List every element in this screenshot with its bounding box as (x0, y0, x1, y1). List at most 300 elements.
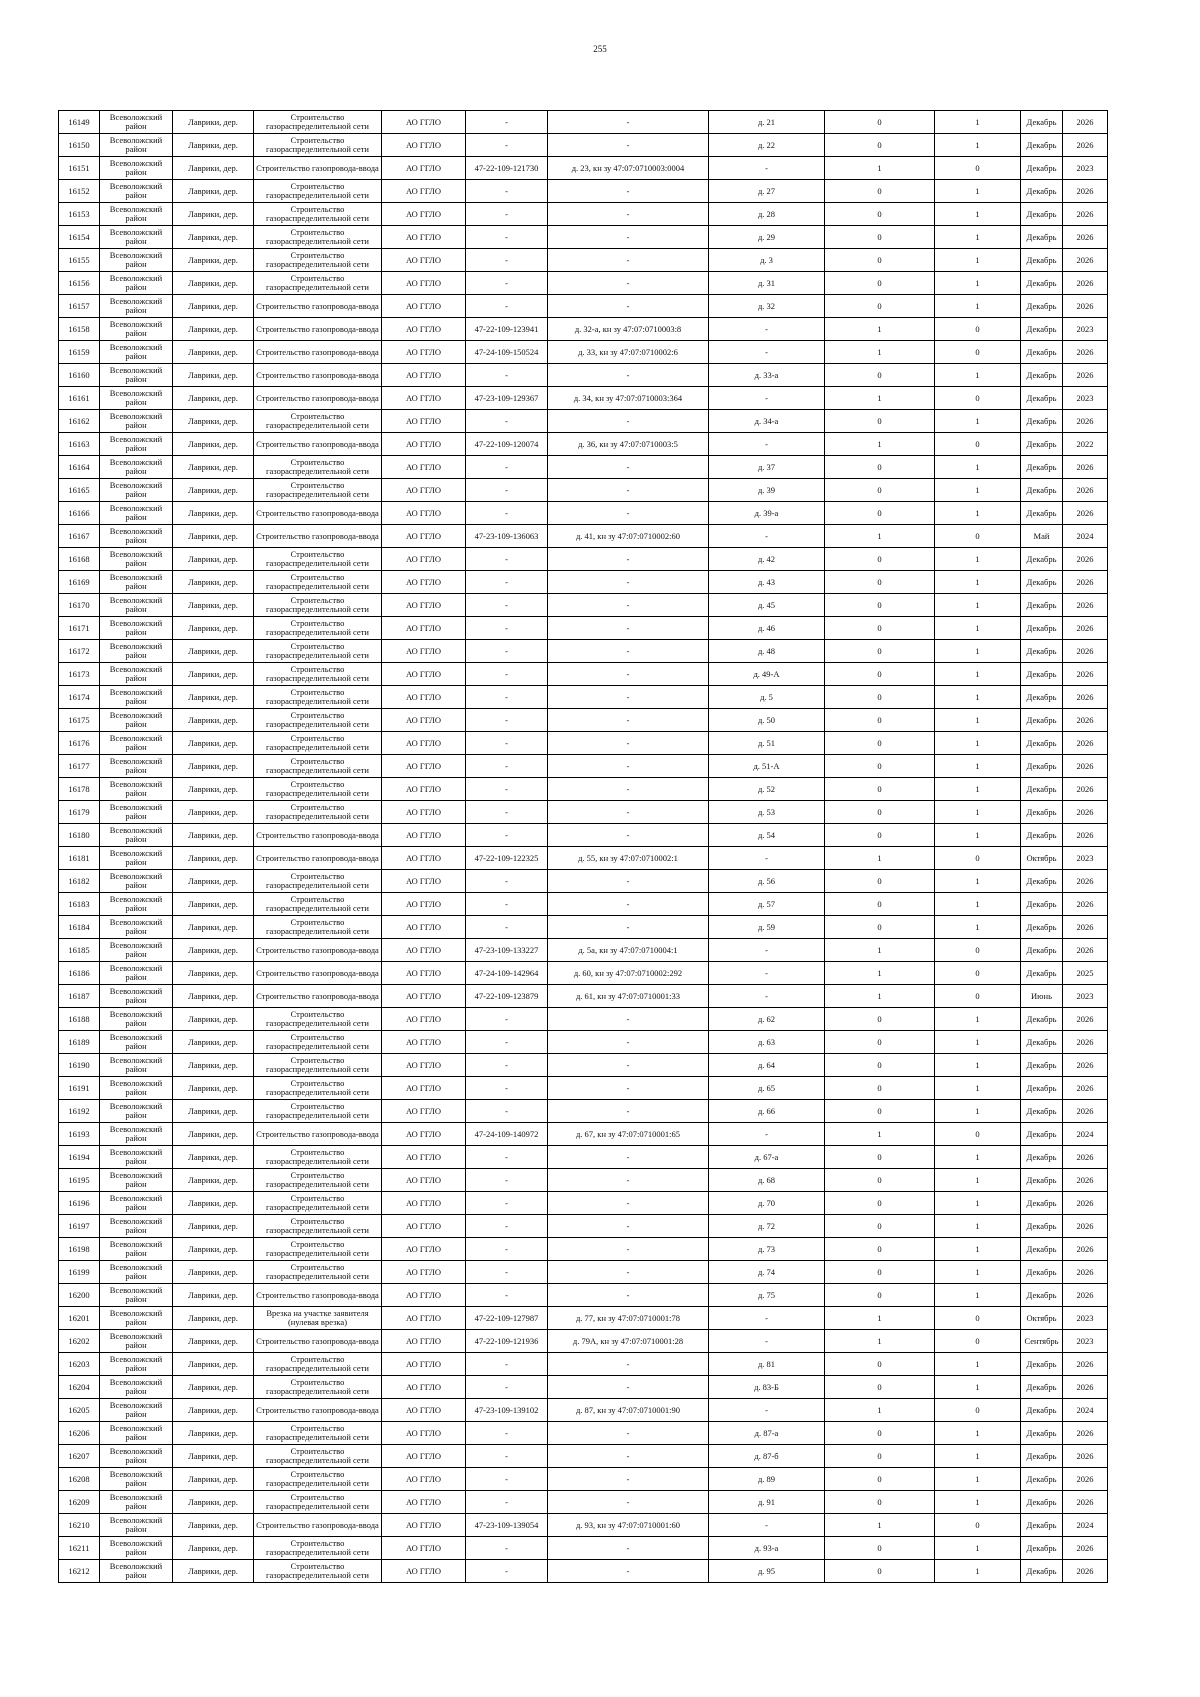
cell-cadastral-address: - (548, 778, 709, 801)
cell-application-number: - (466, 1537, 548, 1560)
cell-network-flag: 1 (935, 272, 1021, 295)
cell-settlement: Лаврики, дер. (173, 801, 254, 824)
cell-organization: АО ГГЛО (382, 1054, 466, 1077)
cell-settlement: Лаврики, дер. (173, 548, 254, 571)
cell-application-number: - (466, 1169, 548, 1192)
cell-work-type: Строительство газораспределительной сети (254, 1146, 382, 1169)
cell-application-number: - (466, 1468, 548, 1491)
cell-organization: АО ГГЛО (382, 502, 466, 525)
cell-application-number: 47-24-109-142964 (466, 962, 548, 985)
cell-house-number: д. 42 (709, 548, 825, 571)
cell-work-type: Строительство газораспределительной сети (254, 1215, 382, 1238)
cell-district: Всеволожский район (100, 1284, 173, 1307)
cell-house-number: д. 95 (709, 1560, 825, 1583)
cell-work-type: Строительство газопровода-ввода (254, 985, 382, 1008)
cell-district: Всеволожский район (100, 893, 173, 916)
cell-connected-flag: 1 (825, 1307, 935, 1330)
cell-house-number: - (709, 433, 825, 456)
cell-network-flag: 0 (935, 525, 1021, 548)
cell-settlement: Лаврики, дер. (173, 1054, 254, 1077)
cell-application-number: 47-24-109-140972 (466, 1123, 548, 1146)
cell-connected-flag: 0 (825, 663, 935, 686)
cell-year: 2026 (1063, 364, 1108, 387)
table-row (59, 111, 1108, 134)
cell-month: Декабрь (1021, 364, 1063, 387)
cell-row-number: 16212 (59, 1560, 100, 1583)
cell-month: Декабрь (1021, 134, 1063, 157)
table-row (59, 1238, 1108, 1261)
cell-connected-flag: 1 (825, 1330, 935, 1353)
cell-network-flag: 1 (935, 1560, 1021, 1583)
cell-row-number: 16161 (59, 387, 100, 410)
cell-settlement: Лаврики, дер. (173, 571, 254, 594)
cell-network-flag: 1 (935, 1100, 1021, 1123)
cell-application-number: 47-22-109-123879 (466, 985, 548, 1008)
cell-organization: АО ГГЛО (382, 709, 466, 732)
cell-network-flag: 0 (935, 341, 1021, 364)
cell-network-flag: 1 (935, 203, 1021, 226)
cell-organization: АО ГГЛО (382, 571, 466, 594)
cell-work-type: Строительство газопровода-ввода (254, 433, 382, 456)
cell-connected-flag: 0 (825, 870, 935, 893)
cell-settlement: Лаврики, дер. (173, 594, 254, 617)
cell-year: 2026 (1063, 1261, 1108, 1284)
cell-month: Декабрь (1021, 180, 1063, 203)
cell-row-number: 16187 (59, 985, 100, 1008)
cell-year: 2026 (1063, 916, 1108, 939)
cell-settlement: Лаврики, дер. (173, 939, 254, 962)
cell-work-type: Строительство газопровода-ввода (254, 962, 382, 985)
cell-row-number: 16197 (59, 1215, 100, 1238)
cell-district: Всеволожский район (100, 456, 173, 479)
cell-house-number: д. 87-б (709, 1445, 825, 1468)
cell-cadastral-address: д. 23, кн зу 47:07:0710003:0004 (548, 157, 709, 180)
cell-settlement: Лаврики, дер. (173, 755, 254, 778)
cell-network-flag: 0 (935, 847, 1021, 870)
cell-settlement: Лаврики, дер. (173, 479, 254, 502)
cell-cadastral-address: - (548, 456, 709, 479)
cell-settlement: Лаврики, дер. (173, 732, 254, 755)
cell-organization: АО ГГЛО (382, 226, 466, 249)
cell-organization: АО ГГЛО (382, 1399, 466, 1422)
cell-house-number: д. 68 (709, 1169, 825, 1192)
cell-row-number: 16200 (59, 1284, 100, 1307)
table-row (59, 1284, 1108, 1307)
cell-work-type: Строительство газораспределительной сети (254, 1100, 382, 1123)
cell-year: 2026 (1063, 1008, 1108, 1031)
cell-house-number: - (709, 1514, 825, 1537)
cell-month: Декабрь (1021, 1376, 1063, 1399)
cell-row-number: 16192 (59, 1100, 100, 1123)
cell-month: Декабрь (1021, 272, 1063, 295)
cell-work-type: Строительство газопровода-ввода (254, 1284, 382, 1307)
cell-house-number: - (709, 847, 825, 870)
cell-house-number: - (709, 157, 825, 180)
cell-network-flag: 1 (935, 1146, 1021, 1169)
cell-house-number: - (709, 939, 825, 962)
cell-row-number: 16170 (59, 594, 100, 617)
cell-settlement: Лаврики, дер. (173, 1307, 254, 1330)
cell-month: Декабрь (1021, 709, 1063, 732)
cell-house-number: д. 59 (709, 916, 825, 939)
cell-connected-flag: 0 (825, 1560, 935, 1583)
cell-year: 2026 (1063, 1077, 1108, 1100)
cell-year: 2026 (1063, 709, 1108, 732)
cell-settlement: Лаврики, дер. (173, 410, 254, 433)
cell-row-number: 16203 (59, 1353, 100, 1376)
cell-year: 2026 (1063, 1445, 1108, 1468)
cell-month: Декабрь (1021, 1537, 1063, 1560)
table-row (59, 433, 1108, 456)
cell-month: Декабрь (1021, 1123, 1063, 1146)
cell-network-flag: 1 (935, 548, 1021, 571)
table-row (59, 479, 1108, 502)
cell-cadastral-address: - (548, 226, 709, 249)
cell-cadastral-address: - (548, 824, 709, 847)
cell-settlement: Лаврики, дер. (173, 824, 254, 847)
cell-organization: АО ГГЛО (382, 341, 466, 364)
cell-application-number: - (466, 1008, 548, 1031)
cell-work-type: Строительство газораспределительной сети (254, 640, 382, 663)
cell-row-number: 16179 (59, 801, 100, 824)
cell-work-type: Строительство газораспределительной сети (254, 755, 382, 778)
cell-work-type: Строительство газораспределительной сети (254, 1353, 382, 1376)
cell-settlement: Лаврики, дер. (173, 272, 254, 295)
cell-settlement: Лаврики, дер. (173, 1445, 254, 1468)
cell-house-number: д. 33-а (709, 364, 825, 387)
cell-row-number: 16184 (59, 916, 100, 939)
cell-row-number: 16171 (59, 617, 100, 640)
cell-year: 2026 (1063, 341, 1108, 364)
table-row (59, 1146, 1108, 1169)
cell-organization: АО ГГЛО (382, 410, 466, 433)
cell-district: Всеволожский район (100, 387, 173, 410)
cell-settlement: Лаврики, дер. (173, 157, 254, 180)
cell-network-flag: 0 (935, 985, 1021, 1008)
cell-application-number: - (466, 1284, 548, 1307)
cell-work-type: Строительство газораспределительной сети (254, 686, 382, 709)
cell-connected-flag: 0 (825, 364, 935, 387)
cell-work-type: Строительство газопровода-ввода (254, 295, 382, 318)
cell-application-number: 47-23-109-139054 (466, 1514, 548, 1537)
cell-network-flag: 1 (935, 778, 1021, 801)
cell-row-number: 16166 (59, 502, 100, 525)
cell-connected-flag: 0 (825, 686, 935, 709)
cell-district: Всеволожский район (100, 1376, 173, 1399)
cell-network-flag: 1 (935, 663, 1021, 686)
cell-network-flag: 0 (935, 1330, 1021, 1353)
cell-month: Декабрь (1021, 939, 1063, 962)
cell-organization: АО ГГЛО (382, 594, 466, 617)
cell-settlement: Лаврики, дер. (173, 433, 254, 456)
cell-organization: АО ГГЛО (382, 778, 466, 801)
cell-work-type: Строительство газораспределительной сети (254, 410, 382, 433)
cell-year: 2026 (1063, 1031, 1108, 1054)
cell-district: Всеволожский район (100, 1169, 173, 1192)
table-row (59, 1468, 1108, 1491)
cell-organization: АО ГГЛО (382, 1261, 466, 1284)
cell-month: Декабрь (1021, 111, 1063, 134)
cell-year: 2026 (1063, 1169, 1108, 1192)
cell-house-number: - (709, 525, 825, 548)
cell-settlement: Лаврики, дер. (173, 1146, 254, 1169)
cell-settlement: Лаврики, дер. (173, 893, 254, 916)
cell-year: 2026 (1063, 939, 1108, 962)
cell-row-number: 16152 (59, 180, 100, 203)
cell-cadastral-address: - (548, 732, 709, 755)
cell-connected-flag: 1 (825, 1399, 935, 1422)
cell-cadastral-address: - (548, 640, 709, 663)
cell-organization: АО ГГЛО (382, 1445, 466, 1468)
cell-cadastral-address: - (548, 1422, 709, 1445)
table-row (59, 1169, 1108, 1192)
cell-settlement: Лаврики, дер. (173, 1123, 254, 1146)
cell-cadastral-address: - (548, 686, 709, 709)
cell-house-number: д. 70 (709, 1192, 825, 1215)
cell-work-type: Строительство газопровода-ввода (254, 341, 382, 364)
cell-district: Всеволожский район (100, 272, 173, 295)
cell-year: 2026 (1063, 663, 1108, 686)
cell-connected-flag: 1 (825, 962, 935, 985)
cell-cadastral-address: - (548, 180, 709, 203)
cell-cadastral-address: - (548, 1100, 709, 1123)
table-row (59, 456, 1108, 479)
table-row (59, 1192, 1108, 1215)
table-row (59, 1100, 1108, 1123)
cell-network-flag: 0 (935, 1399, 1021, 1422)
cell-connected-flag: 0 (825, 295, 935, 318)
cell-row-number: 16165 (59, 479, 100, 502)
cell-connected-flag: 0 (825, 755, 935, 778)
cell-row-number: 16195 (59, 1169, 100, 1192)
cell-month: Декабрь (1021, 433, 1063, 456)
cell-year: 2026 (1063, 617, 1108, 640)
table-row (59, 893, 1108, 916)
cell-month: Декабрь (1021, 1514, 1063, 1537)
cell-settlement: Лаврики, дер. (173, 1284, 254, 1307)
cell-cadastral-address: - (548, 709, 709, 732)
cell-network-flag: 1 (935, 1238, 1021, 1261)
cell-month: Декабрь (1021, 1054, 1063, 1077)
cell-year: 2026 (1063, 571, 1108, 594)
cell-row-number: 16156 (59, 272, 100, 295)
cell-application-number: - (466, 640, 548, 663)
cell-cadastral-address: - (548, 893, 709, 916)
cell-organization: АО ГГЛО (382, 1422, 466, 1445)
cell-work-type: Врезка на участке заявителя (нулевая врезка) (254, 1307, 382, 1330)
cell-work-type: Строительство газопровода-ввода (254, 364, 382, 387)
table-row (59, 1399, 1108, 1422)
cell-connected-flag: 0 (825, 1491, 935, 1514)
cell-year: 2026 (1063, 801, 1108, 824)
table-row (59, 1537, 1108, 1560)
cell-month: Декабрь (1021, 594, 1063, 617)
cell-connected-flag: 0 (825, 1376, 935, 1399)
cell-work-type: Строительство газораспределительной сети (254, 571, 382, 594)
cell-application-number: 47-23-109-139102 (466, 1399, 548, 1422)
cell-work-type: Строительство газораспределительной сети (254, 778, 382, 801)
cell-district: Всеволожский район (100, 594, 173, 617)
cell-work-type: Строительство газораспределительной сети (254, 226, 382, 249)
cell-connected-flag: 1 (825, 847, 935, 870)
cell-connected-flag: 0 (825, 134, 935, 157)
cell-work-type: Строительство газопровода-ввода (254, 1399, 382, 1422)
table-row (59, 157, 1108, 180)
cell-year: 2023 (1063, 387, 1108, 410)
cell-network-flag: 1 (935, 1468, 1021, 1491)
cell-network-flag: 0 (935, 157, 1021, 180)
cell-house-number: д. 74 (709, 1261, 825, 1284)
table-row (59, 640, 1108, 663)
cell-application-number: - (466, 686, 548, 709)
cell-work-type: Строительство газопровода-ввода (254, 387, 382, 410)
cell-row-number: 16189 (59, 1031, 100, 1054)
cell-district: Всеволожский район (100, 686, 173, 709)
cell-organization: АО ГГЛО (382, 1008, 466, 1031)
cell-network-flag: 0 (935, 1123, 1021, 1146)
cell-cadastral-address: - (548, 1238, 709, 1261)
cell-district: Всеволожский район (100, 617, 173, 640)
cell-settlement: Лаврики, дер. (173, 1537, 254, 1560)
cell-work-type: Строительство газораспределительной сети (254, 870, 382, 893)
cell-connected-flag: 1 (825, 1514, 935, 1537)
cell-work-type: Строительство газораспределительной сети (254, 801, 382, 824)
cell-organization: АО ГГЛО (382, 1307, 466, 1330)
cell-cadastral-address: - (548, 801, 709, 824)
cell-network-flag: 1 (935, 709, 1021, 732)
cell-cadastral-address: - (548, 617, 709, 640)
cell-application-number: - (466, 1146, 548, 1169)
cell-settlement: Лаврики, дер. (173, 180, 254, 203)
cell-settlement: Лаврики, дер. (173, 1031, 254, 1054)
cell-connected-flag: 0 (825, 1077, 935, 1100)
cell-settlement: Лаврики, дер. (173, 709, 254, 732)
cell-month: Декабрь (1021, 1353, 1063, 1376)
table-row (59, 1330, 1108, 1353)
cell-year: 2026 (1063, 111, 1108, 134)
cell-network-flag: 1 (935, 870, 1021, 893)
cell-month: Декабрь (1021, 341, 1063, 364)
cell-year: 2026 (1063, 1422, 1108, 1445)
cell-settlement: Лаврики, дер. (173, 387, 254, 410)
table-body (59, 111, 1108, 1583)
cell-district: Всеволожский район (100, 1192, 173, 1215)
cell-month: Декабрь (1021, 1422, 1063, 1445)
cell-year: 2026 (1063, 1192, 1108, 1215)
cell-district: Всеволожский район (100, 663, 173, 686)
cell-network-flag: 0 (935, 939, 1021, 962)
cell-organization: АО ГГЛО (382, 1031, 466, 1054)
cell-organization: АО ГГЛО (382, 272, 466, 295)
cell-connected-flag: 0 (825, 1353, 935, 1376)
cell-month: Декабрь (1021, 387, 1063, 410)
cell-application-number: - (466, 778, 548, 801)
cell-connected-flag: 0 (825, 893, 935, 916)
cell-network-flag: 1 (935, 502, 1021, 525)
cell-application-number: - (466, 548, 548, 571)
cell-cadastral-address: - (548, 1054, 709, 1077)
cell-organization: АО ГГЛО (382, 1169, 466, 1192)
cell-application-number: - (466, 134, 548, 157)
cell-row-number: 16188 (59, 1008, 100, 1031)
cell-month: Декабрь (1021, 1468, 1063, 1491)
cell-district: Всеволожский район (100, 111, 173, 134)
table-row (59, 962, 1108, 985)
cell-work-type: Строительство газораспределительной сети (254, 1376, 382, 1399)
table-row (59, 617, 1108, 640)
cell-network-flag: 1 (935, 1031, 1021, 1054)
cell-connected-flag: 0 (825, 709, 935, 732)
cell-house-number: - (709, 962, 825, 985)
cell-house-number: д. 50 (709, 709, 825, 732)
cell-month: Декабрь (1021, 318, 1063, 341)
cell-house-number: д. 91 (709, 1491, 825, 1514)
cell-district: Всеволожский район (100, 870, 173, 893)
cell-year: 2026 (1063, 1215, 1108, 1238)
cell-year: 2026 (1063, 203, 1108, 226)
cell-organization: АО ГГЛО (382, 433, 466, 456)
cell-month: Декабрь (1021, 1399, 1063, 1422)
cell-house-number: - (709, 1330, 825, 1353)
cell-application-number: - (466, 410, 548, 433)
cell-settlement: Лаврики, дер. (173, 640, 254, 663)
cell-application-number: - (466, 1192, 548, 1215)
table-row (59, 916, 1108, 939)
cell-settlement: Лаврики, дер. (173, 1192, 254, 1215)
cell-row-number: 16206 (59, 1422, 100, 1445)
cell-house-number: д. 73 (709, 1238, 825, 1261)
cell-district: Всеволожский район (100, 341, 173, 364)
cell-row-number: 16163 (59, 433, 100, 456)
cell-network-flag: 1 (935, 801, 1021, 824)
cell-work-type: Строительство газораспределительной сети (254, 111, 382, 134)
cell-work-type: Строительство газораспределительной сети (254, 1468, 382, 1491)
cell-application-number: - (466, 1353, 548, 1376)
cell-row-number: 16210 (59, 1514, 100, 1537)
cell-house-number: - (709, 318, 825, 341)
cell-cadastral-address: - (548, 1008, 709, 1031)
cell-row-number: 16205 (59, 1399, 100, 1422)
cell-month: Декабрь (1021, 1100, 1063, 1123)
cell-settlement: Лаврики, дер. (173, 502, 254, 525)
cell-cadastral-address: - (548, 571, 709, 594)
page-number: 255 (593, 44, 607, 54)
cell-application-number: 47-22-109-127987 (466, 1307, 548, 1330)
cell-cadastral-address: - (548, 870, 709, 893)
cell-application-number: - (466, 801, 548, 824)
cell-network-flag: 1 (935, 1422, 1021, 1445)
cell-house-number: д. 34-а (709, 410, 825, 433)
cell-connected-flag: 0 (825, 824, 935, 847)
cell-connected-flag: 0 (825, 1537, 935, 1560)
cell-organization: АО ГГЛО (382, 387, 466, 410)
cell-cadastral-address: д. 32-а, кн зу 47:07:0710003:8 (548, 318, 709, 341)
cell-month: Декабрь (1021, 824, 1063, 847)
cell-cadastral-address: - (548, 1192, 709, 1215)
cell-house-number: - (709, 387, 825, 410)
cell-work-type: Строительство газораспределительной сети (254, 1445, 382, 1468)
cell-month: Декабрь (1021, 249, 1063, 272)
cell-network-flag: 0 (935, 387, 1021, 410)
cell-district: Всеволожский район (100, 1445, 173, 1468)
cell-organization: АО ГГЛО (382, 686, 466, 709)
cell-settlement: Лаврики, дер. (173, 134, 254, 157)
cell-work-type: Строительство газораспределительной сети (254, 893, 382, 916)
cell-month: Декабрь (1021, 686, 1063, 709)
cell-organization: АО ГГЛО (382, 617, 466, 640)
cell-row-number: 16181 (59, 847, 100, 870)
cell-organization: АО ГГЛО (382, 755, 466, 778)
